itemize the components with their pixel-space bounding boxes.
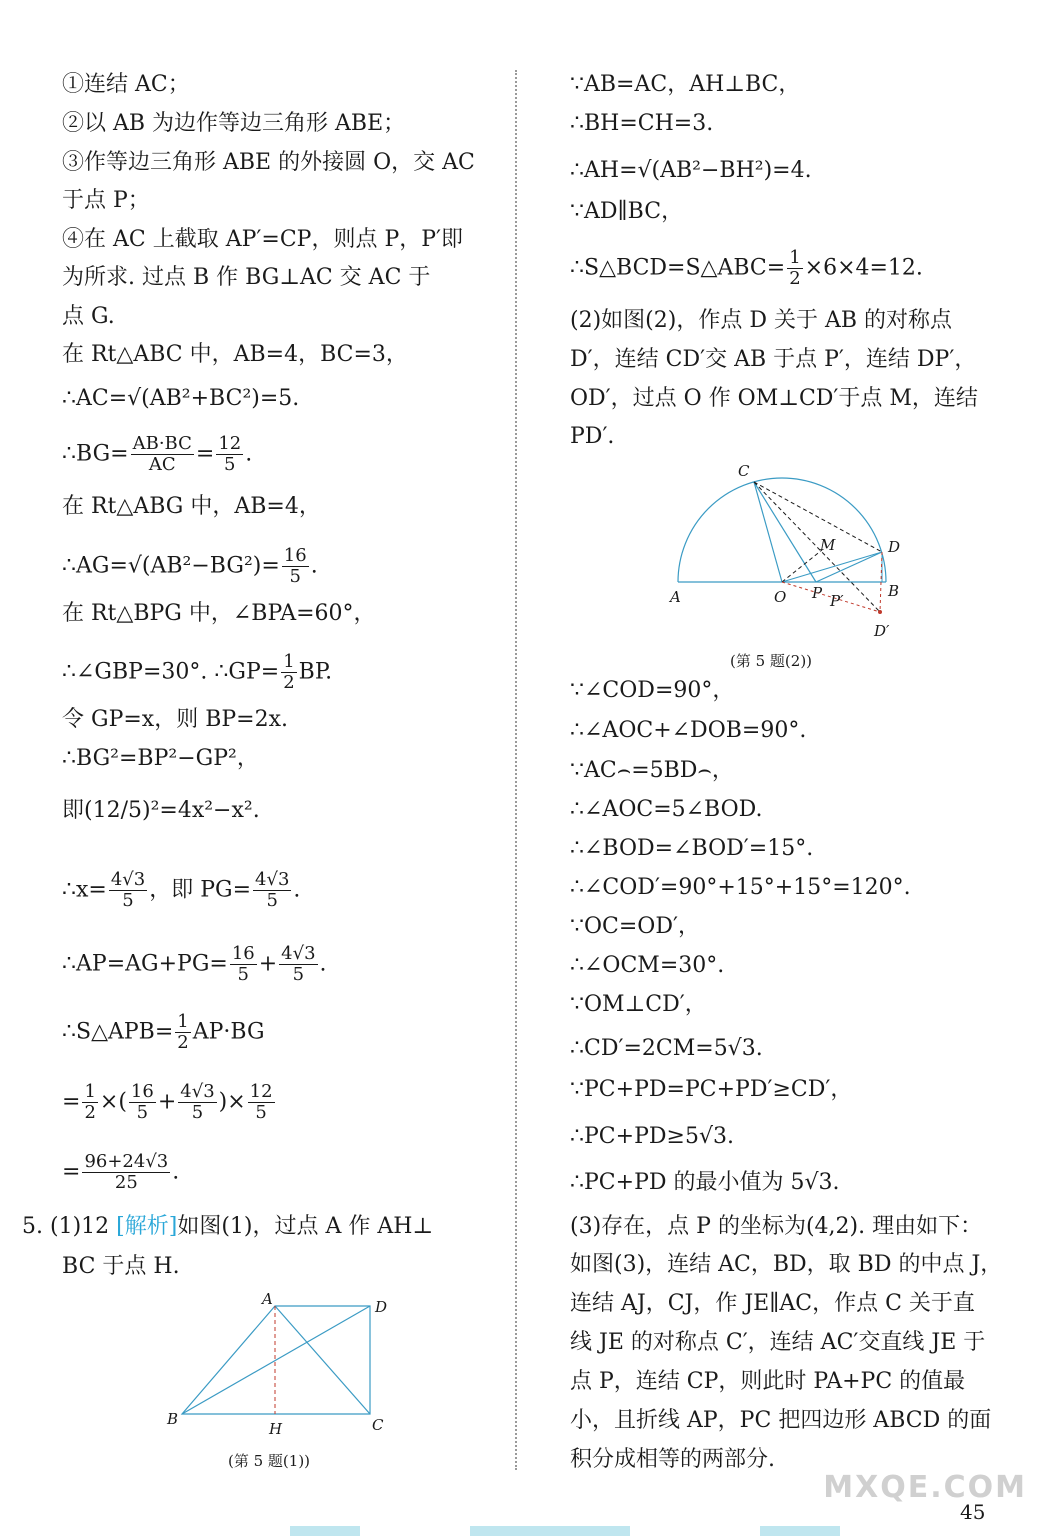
text-line: ∵AC⌢=5BD⌢， <box>570 758 734 783</box>
numerator: 1 <box>283 651 295 672</box>
diagonal-bd <box>182 1306 370 1414</box>
segment-oc <box>754 482 782 582</box>
text-line: ∵AD∥BC， <box>570 199 684 224</box>
label-d: D <box>375 1298 388 1316</box>
text-line: ∴BH=CH=3. <box>570 111 714 136</box>
denominator: 5 <box>224 454 236 475</box>
text-line: ④在 AC 上截取 AP′=CP，则点 P，P′即 <box>62 227 464 252</box>
fraction <box>248 1082 275 1123</box>
formula-ag: ∴AG=√(AB²−BG²)= $\frac{16}{5}$ . <box>62 545 318 587</box>
text-line: ∴∠AOC+∠DOB=90°. <box>570 718 807 743</box>
segment-cp <box>754 482 816 582</box>
formula-prefix: ∴S△BCD=S△ABC= <box>570 255 786 281</box>
fraction <box>129 1082 156 1123</box>
text-line: (2)如图(2)，作点 D 关于 AB 的对称点 <box>570 308 952 333</box>
label-c: C <box>738 462 750 480</box>
denominator: 5 <box>289 566 301 587</box>
text-line: ∴PC+PD≥5√3. <box>570 1124 734 1149</box>
text-line: D′，连结 CD′交 AB 于点 P′，连结 DP′， <box>570 347 977 372</box>
text-line: ∴PC+PD 的最小值为 5√3. <box>570 1170 840 1195</box>
numerator: 4√3 <box>281 943 316 964</box>
segment-pd <box>816 552 882 582</box>
formula-prefix: ∴x= <box>62 877 107 903</box>
denominator: 5 <box>237 964 249 985</box>
text-line: ∵OC=OD′， <box>570 914 700 939</box>
fraction <box>82 1152 170 1193</box>
formula-prefix: ∴BG= <box>62 441 129 467</box>
text-line: ∵∠COD=90°， <box>570 678 735 703</box>
segment-od <box>782 552 882 582</box>
text-line: 连结 AJ，CJ，作 JE∥AC，作点 C 关于直 <box>570 1291 975 1316</box>
numerator: 12 <box>249 1081 273 1102</box>
text-line: 为所求. 过点 B 作 BG⊥AC 交 AC 于 <box>62 265 431 290</box>
fraction <box>216 434 243 475</box>
text-line: 如图(3)，连结 AC，BD，取 BD 的中点 J， <box>570 1252 1003 1277</box>
formula-sbcd <box>570 248 923 289</box>
formula-final: = $\frac{96+24√3}{25}$ . <box>62 1151 180 1193</box>
formula-prefix: = <box>62 1089 81 1115</box>
denominator: 5 <box>136 1102 149 1123</box>
text-line: ∴∠AOC=5∠BOD. <box>570 797 763 822</box>
formula-mid: ，即 PG= <box>149 877 252 903</box>
text-line: 积分成相等的两部分. <box>570 1447 775 1472</box>
denominator: 2 <box>177 1032 189 1053</box>
page-number: 45 <box>960 1500 986 1524</box>
fraction <box>82 1082 97 1123</box>
segment-om <box>782 550 822 582</box>
label-b: B <box>888 582 900 600</box>
fraction <box>178 1082 216 1123</box>
numerator: 1 <box>84 1081 96 1102</box>
text-line: PD′. <box>570 424 615 449</box>
denominator: 5 <box>122 890 134 911</box>
text-line: ②以 AB 为边作等边三角形 ABE； <box>62 111 406 136</box>
text-line: 点 G. <box>62 304 115 329</box>
figure-caption: (第 5 题(1)) <box>228 1452 311 1470</box>
formula-gp <box>62 652 332 693</box>
fraction <box>109 870 147 911</box>
text-span: 如图(1)，过点 A 作 AH⊥ <box>177 1214 434 1239</box>
figure-5-1 <box>165 1292 395 1452</box>
numerator: 1 <box>789 247 801 268</box>
watermark: MXQE.COM <box>823 1470 1027 1505</box>
formula-product: = $\frac{1}{2}$ ×( $\frac{16}{5}$ + $\frac{4√3}{5}$ )× $\frac{12}{5}$ <box>62 1081 273 1123</box>
diagonal-ac <box>275 1306 370 1414</box>
point-d-prime <box>878 610 882 614</box>
label-a: A <box>262 1290 273 1308</box>
formula-tail: AP·BG <box>192 1019 265 1045</box>
denominator: 5 <box>266 890 278 911</box>
label-d-prime: D′ <box>874 622 890 640</box>
figure-caption: (第 5 题(2)) <box>730 652 813 670</box>
text-line: 在 Rt△BPG 中，∠BPA=60°， <box>62 601 376 626</box>
label-p-prime: P′ <box>830 592 844 610</box>
question-5-line1 <box>22 1212 433 1242</box>
text-line: ∵PC+PD=PC+PD′≥CD′， <box>570 1077 853 1102</box>
label-m: M <box>820 536 836 554</box>
numerator: 4√3 <box>180 1081 215 1102</box>
formula-prefix: ∴AP=AG+PG= <box>62 951 228 977</box>
label-b: B <box>167 1410 179 1428</box>
label-d: D <box>888 538 901 556</box>
fraction <box>281 652 296 693</box>
formula-s <box>62 1012 265 1053</box>
numerator: 12 <box>218 433 242 454</box>
formula-prefix: ∴AG=√(AB²−BG²)= <box>62 553 280 579</box>
text-line: ∴CD′=2CM=5√3. <box>570 1036 763 1061</box>
fraction <box>230 944 257 985</box>
fraction <box>787 248 802 289</box>
denominator: AC <box>148 454 176 475</box>
numerator: 16 <box>283 545 307 566</box>
text-line: ③作等边三角形 ABE 的外接圆 O，交 AC <box>62 150 475 175</box>
numerator: 4√3 <box>255 869 290 890</box>
numerator: 4√3 <box>110 869 146 890</box>
formula-tail: BP. <box>298 659 333 685</box>
text-line: 在 Rt△ABC 中，AB=4，BC=3， <box>62 342 408 367</box>
fraction <box>253 870 291 911</box>
fraction <box>175 1012 190 1053</box>
label-h: H <box>269 1420 283 1438</box>
text-line: ∴∠COD′=90°+15°+15°=120°. <box>570 875 911 900</box>
label-a: A <box>670 588 681 606</box>
label-p: P <box>812 584 823 602</box>
text-line: ∴AH=√(AB²−BH²)=4. <box>570 158 812 183</box>
label-c: C <box>372 1416 384 1434</box>
fraction <box>282 546 309 587</box>
formula-prefix: = <box>62 1159 81 1185</box>
denominator: 5 <box>255 1102 267 1123</box>
analysis-tag: [解析] <box>116 1214 178 1239</box>
text-line: 在 Rt△ABG 中，AB=4， <box>62 494 321 519</box>
text-line: 即(12/5)²=4x²−x². <box>62 798 260 823</box>
text-line: ①连结 AC； <box>62 72 190 97</box>
text-line: 令 GP=x，则 BP=2x. <box>62 707 289 732</box>
formula-x: ∴x= $\frac{4√3}{5}$ ，即 PG= $\frac{4√3}{5}$ . <box>62 869 301 911</box>
formula-prefix: ∴∠GBP=30°. ∴GP= <box>62 659 280 685</box>
text-line: (3)存在，点 P 的坐标为(4,2). 理由如下： <box>570 1214 983 1239</box>
fraction <box>279 944 317 985</box>
decorative-bar <box>470 1526 630 1536</box>
denominator: 5 <box>191 1102 204 1123</box>
figure-5-2 <box>670 460 910 645</box>
formula-prefix: ∴S△APB= <box>62 1019 174 1045</box>
numerator: 16 <box>231 943 255 964</box>
text-line: ∴∠OCM=30°. <box>570 953 725 978</box>
text-line: 线 JE 的对称点 C′，连结 AC′交直线 JE 于 <box>570 1330 986 1355</box>
denominator: 2 <box>789 268 801 289</box>
semicircle-arc <box>678 478 886 582</box>
denominator: 2 <box>84 1102 96 1123</box>
text-line: 于点 P； <box>62 188 150 213</box>
text-line: 小，且折线 AP，PC 把四边形 ABCD 的面 <box>570 1408 992 1433</box>
decorative-bar <box>760 1526 840 1536</box>
denominator: 2 <box>283 672 295 693</box>
numerator: 16 <box>130 1081 154 1102</box>
decorative-bar <box>290 1526 360 1536</box>
column-divider <box>515 70 517 1470</box>
formula-bg: ∴BG= $\frac{AB\cdot BC}{AC}$ = $\frac{12}{5}$ . <box>62 433 253 475</box>
text-line: ∴AC=√(AB²+BC²)=5. <box>62 386 300 411</box>
label-o: O <box>774 588 787 606</box>
numerator: 96+24√3 <box>84 1151 169 1172</box>
text-line: BC 于点 H. <box>62 1254 180 1279</box>
text-line: 点 P，连结 CP，则此时 PA+PC 的值最 <box>570 1369 966 1394</box>
denominator: 5 <box>292 964 305 985</box>
formula-tail: ×6×4=12. <box>804 255 923 281</box>
numerator: 1 <box>177 1011 189 1032</box>
numerator: AB·BC <box>132 433 192 454</box>
text-line: OD′，过点 O 作 OM⊥CD′于点 M，连结 <box>570 386 978 411</box>
text-line: ∴BG²=BP²−GP²， <box>62 746 259 771</box>
denominator: 25 <box>114 1172 138 1193</box>
text-line: ∴∠BOD=∠BOD′=15°. <box>570 836 814 861</box>
formula-ap: ∴AP=AG+PG= $\frac{16}{5}$ + $\frac{4√3}{5}$ . <box>62 943 327 985</box>
fraction <box>131 434 194 475</box>
answer-number: 5. (1)12 <box>22 1214 110 1239</box>
text-line: ∵OM⊥CD′， <box>570 992 707 1017</box>
text-line: ∵AB=AC，AH⊥BC， <box>570 72 801 97</box>
